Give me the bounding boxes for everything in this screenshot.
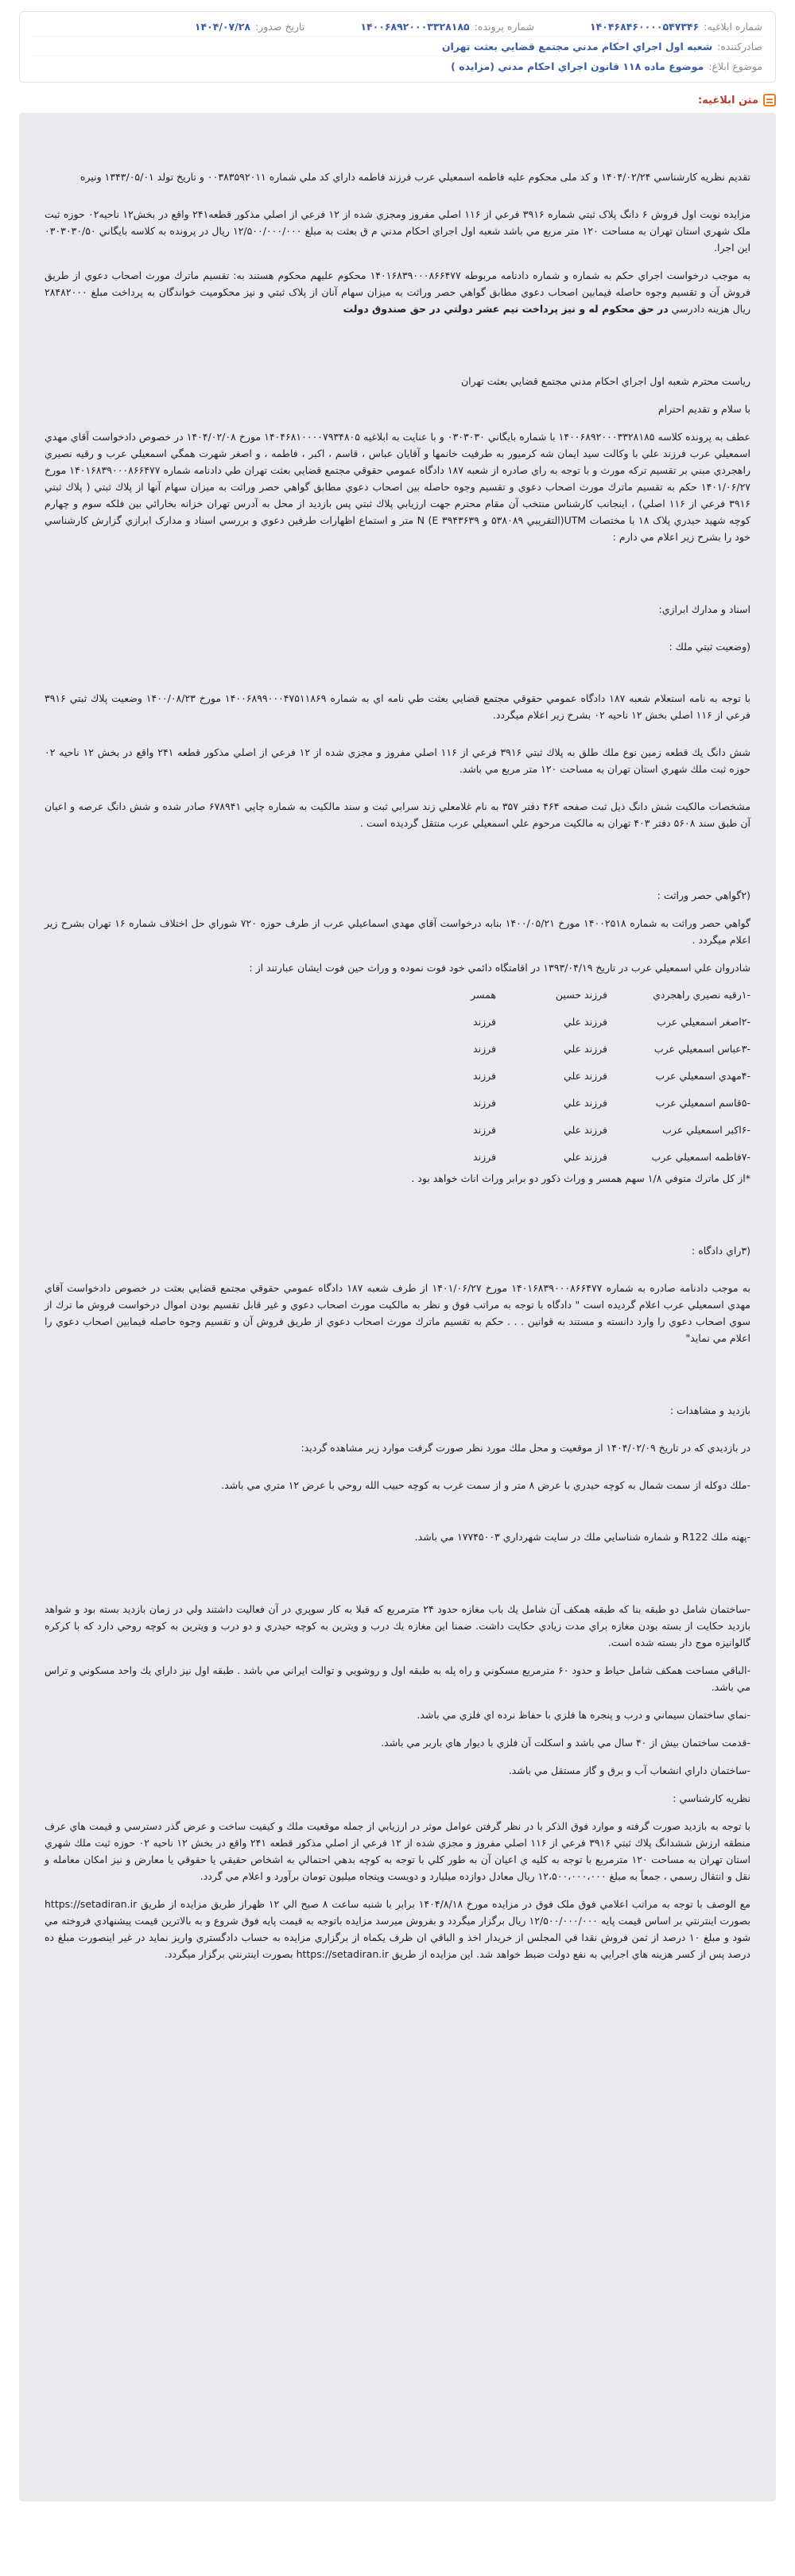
section-documents: اسناد و مدارك ابرازي: xyxy=(658,603,750,615)
body-paragraph-13: گواهي حصر وراثت به شماره ۱۴۰۰۲۵۱۸ مورخ ۱۴۰۰/۰۵/۲۱ بنابه درخواست آقاي مهدي اسماعيلي عرب از طرف حوزه ۷۲۰ شوراي حل اختلاف شماره ۱۶ تهران بشرح زير اعلام ميگردد . xyxy=(45,917,750,946)
body-paragraph-22: -ساختمان شامل دو طبقه بنا كه طبقه همكف آن شامل يك باب مغازه حدود ۲۴ مترمربع كه قبلا به كار سوپري در آن فعاليت داشتند ولي در زمان بازديد بسته بود و شواهد بازديد حكايت از بسته بودن مغازه براي مدت زيادي حكايت داشت. ضمنا اين مغازه يك درب و ويترين به كوچه حيدري و دو درب و ويترين به كوچه روحي دارد كه با كركره گالوانيزه موج دار بسته شده است. xyxy=(45,1603,751,1648)
body-paragraph-10: شش دانگ يك قطعه زمين نوع ملك طلق به پلاك ثبتي ۳۹۱۶ فرعي از ۱۱۶ اصلي مفروز و مجزي شده از ۱۲ فرعي از اصلي مذكور قطعه ۲۴۱ واقع در بخش ۱۲ ناحيه ۰۲ حوزه ثبت ملك شهري استان تهران به مساحت ۱۲۰ متر مربع مي باشد. xyxy=(45,746,751,775)
heir-row xyxy=(45,981,750,1008)
body-paragraph-19: در بازديدي كه در تاريخ ۱۴۰۴/۰۲/۰۹ از موقعيت و محل ملك مورد نظر صورت گرفت موارد زير مشاهده گرديد: xyxy=(301,1442,750,1454)
subject: موضوع ماده ۱۱۸ قانون اجراي احکام مدني (مزايده ) xyxy=(451,60,704,72)
body-paragraph-6: عطف به پرونده کلاسه ۱۴۰۰۶۸۹۲۰۰۰۳۳۲۸۱۸۵ با شماره بايگاني ۰۳۰۳۰۳۰ و با عنايت به ابلاغيه ۱۴۰۴۶۸۱۰۰۰۰۷۹۳۴۸۰۵ مورخ ۱۴۰۴/۰۲/۰۸ در خصوص دادخواست آقاي مهدي اسمعيلي عرب فرزند علي با وکالت سيد ايمان شه کرميور به طرفيت خانمها و آقايان عباس ، قاسم ، اکبر ، فاطمه ، و اصغر شهرت همگي اسمعيلي عرب و رقيه نصيري راهجردي مبني بر تقسيم ترکه مورث و با توجه به راي صادره از شعبه ۱۸۷ دادگاه عمومي حقوقي مجتمع قضايي بعثت تهران طي دادنامه شماره ۱۴۰۱۶۸۳۹۰۰۰۸۶۶۴۷۷ مورخ ۱۴۰۱/۰۶/۲۷ حکم به تقسيم ماترك مورث اصحاب دعوي و تقسيم وجوه حاصله بين اصحاب دعوي مطابق گواهي حصر وراثت به ميزان سهام آنها از پلاك ثبتي ( پلاك ثبتي ۳۹۱۶ فرعي از ۱۱۶ اصلي) ، اينجانب کارشناس منتخب آن مقام محترم جهت ارزيابي پلاك ثبتي پس بازديد از محل به آدرس تهران خزانه بخارائي بين فلکه سوم و چهارم کوچه شهيد حيدري پلاک ۱۸ با مختصات UTM(التقريبي ۵۳۸۰۸۹ و E ۳۹۴۳۶۳۹) N متر و استماع اظهارات طرفين دعوي و بررسي اسناد و مدارک ابرازي گزارش کارشناسي خود را بشرح زير اعلام مي دارم : xyxy=(45,431,751,543)
notice-number: ۱۴۰۴۶۸۴۶۰۰۰۰۵۴۷۳۴۶ xyxy=(589,20,700,33)
section-inspection: بازديد و مشاهدات : xyxy=(669,1404,750,1416)
issuer: شعبه اول اجراي احکام مدني مجتمع قضايي بعثت تهران xyxy=(441,40,713,52)
heir-father: فرزند علي xyxy=(564,1150,607,1163)
body-paragraph-17: به موجب دادنامه صادره به شماره ۱۴۰۱۶۸۳۹۰۰۰۸۶۶۴۷۷ مورخ ۱۴۰۱/۰۶/۲۷ از طرف شعبه ۱۸۷ دادگاه عمومي حقوقي مجتمع قضايي بعثت در خصوص دادخواست آقاي مهدي اسمعيلي عرب اعلام گرديده است " دادگاه با توجه به مراتب فوق و نظر به مالكيت مورث اصحاب دعوي و غير قابل تقسيم بودن اموال درخواست فروش ما ترك از سوي اصحاب دعوي را وارد دانسته و مستند به قوانين . . . حكم به تقسيم ماترك مورث اصحاب دعوي از طريق فروش آن و تقسيم وجوه حاصله فيمابين اصحاب دعوي را اعلام مي نمايد" xyxy=(45,1282,750,1344)
issue-date-label: تاريخ صدور: xyxy=(255,20,305,33)
heir-father: فرزند حسين xyxy=(555,988,607,1001)
heir-father: فرزند علي xyxy=(564,1042,607,1055)
heir-name: -۱رقيه نصيري راهجردي xyxy=(653,988,750,1001)
section-court-ruling: (۳راي دادگاه : xyxy=(692,1245,750,1257)
heir-name: -۵قاسم اسمعيلي عرب xyxy=(655,1096,750,1109)
heir-relation: فرزند xyxy=(473,1015,496,1028)
case-number: ۱۴۰۰۶۸۹۲۰۰۰۳۳۲۸۱۸۵ xyxy=(360,20,470,33)
notice-header xyxy=(19,11,776,83)
document-icon xyxy=(763,94,776,107)
heir-relation: فرزند xyxy=(473,1123,496,1136)
header-row-subject xyxy=(33,56,762,76)
section-inheritance-certificate: (۲گواهي حصر وراثت : xyxy=(657,889,750,901)
body-paragraph-20: -ملك دوكله از سمت شمال به كوچه حيدري با عرض ۸ متر و از سمت غرب به كوچه حبيب الله روحي با عرض ۱۲ متري مي باشد. xyxy=(221,1479,750,1491)
body-paragraph-2: مزايده نوبت اول فروش ۶ دانگ پلاک ثبتي شماره ۳۹۱۶ فرعي از ۱۱۶ اصلي مفروز ومجزي شده از ۱۲ فرعي از اصلي مذکور قطعه۲۴۱ واقع در بخش۱۲ ناحيه۰۲ حوزه ثبت ملک شهري استان تهران به مساحت ۱۲۰ متر مربع مي باشد شعبه اول اجراي احکام مدني م ق بعثت به مبلغ ۱۲/۵۰۰/۰۰۰/۰۰۰ ريال در پرونده به کلاسه بايگاني ۰۳۰۳۰۳۰/۵۰ اين اجرا. xyxy=(45,208,751,254)
inheritance-note: *از كل ماترك متوفي ۱/۸ سهم همسر و وراث ذكور دو برابر وراث اناث خواهد بود . xyxy=(411,1172,750,1184)
body-paragraph-28: با توجه به بازديد صورت گرفته و موارد فوق الذكر با در نظر گرفتن عوامل موثر در ارزيابي از جمله موقعيت ملك و كيفيت ساخت و عرض گذر دسترسي و قيمت هاي عرف منطقه ارزش ششدانگ پلاك ثبتي ۳۹۱۶ فرعي از ۱۱۶ اصلي مفروز و مجزي شده از ۱۲ فرعي از اصلي مذكور قطعه ۲۴۱ واقع در بخش ۱۲ ناحيه ۰۲ حوزه ثبت ملك شهري استان تهران به مساحت ۱۲۰ مترمربع با توجه به كليه ي اعيان آن به طور كلي با توجه به كوچه بدهي احتمالي به اشخاص حقيقي يا حقوقي يا معارض و نيز امكان معامله و نقل و انتقال رسمي ، جمعاً به مبلغ ۱۲،۵۰۰،۰۰۰،۰۰۰ ريال معادل دوازده ميليارد و دويست وپنجاه ميليون تومان برآورد و اعلام مي گردد. xyxy=(45,1820,751,1882)
case-number-label: شماره پرونده: xyxy=(474,20,534,33)
addressee: رياست محترم شعبه اول اجراي احکام مدني مجتمع قضايي بعثت تهران xyxy=(461,375,750,387)
body-paragraph-3-text: به موجب درخواست اجراي حکم به شماره و شماره دادنامه مربوطه ۱۴۰۱۶۸۳۹۰۰۰۸۶۶۴۷۷ محکوم عليهم محکوم هستند به: تقسيم ماترك مورث اصحاب دعوي از طريق فروش آن و تقسيم وجوه حاصله فيمابين اصحاب دعوي مطابق گواهي حصر وراثت به ميزان سهام آنان از پلاک ثبتي و نيز محكوميت خواندگان به پرداخت مبلغ ۲۸۴۸۲۰۰۰ ريال هزينه دادرسي xyxy=(45,269,751,315)
body-paragraph-24: -نماي ساختمان سيماني و درب و پنجره ها فلزي با حفاظ نرده اي فلزي مي باشد. xyxy=(417,1709,750,1721)
heir-relation: همسر xyxy=(471,988,496,1001)
notice-body xyxy=(19,113,776,2501)
heir-row xyxy=(45,1089,750,1116)
heir-relation: فرزند xyxy=(473,1150,496,1163)
subject-label: موضوع ابلاغ: xyxy=(708,60,762,72)
body-paragraph-3-bold: در حق محکوم له و نيز پرداخت نيم عشر دولتي در حق صندوق دولت xyxy=(343,303,669,315)
issue-date-group xyxy=(195,21,304,33)
body-paragraph-14: شادروان علي اسمعيلي عرب در تاريخ ۱۳۹۳/۰۴/۱۹ در اقامتگاه دائمي خود فوت نموده و وراث حين فوت ايشان عبارتند از : xyxy=(249,962,750,974)
issuer-label: صادرکننده: xyxy=(717,40,762,52)
section-expert-opinion: نظريه كارشناسي : xyxy=(673,1792,750,1804)
body-paragraph-25: -قدمت ساختمان بيش از ۴۰ سال مي باشد و اسكلت آن فلزي با ديوار هاي باربر مي باشد. xyxy=(381,1737,750,1749)
heir-relation: فرزند xyxy=(473,1042,496,1055)
heir-row xyxy=(45,1008,750,1035)
body-paragraph-9: با توجه به نامه استعلام شعبه ۱۸۷ دادگاه عمومي حقوقي مجتمع قضايي بعثت طي نامه اي به شماره ۱۴۰۰۶۸۹۹۰۰۰۴۷۵۱۱۸۶۹ مورخ ۱۴۰۰/۰۸/۲۳ وضعيت پلاك ثبتي ۳۹۱۶ فرعي از ۱۱۶ اصلي بخش ۱۲ ناحيه ۰۲ بشرح زير اعلام ميگردد. xyxy=(45,692,750,721)
case-number-group xyxy=(360,21,534,33)
heir-name: -۷فاطمه اسمعيلي عرب xyxy=(651,1150,750,1163)
body-paragraph-29: مع الوصف با توجه به مراتب اعلامي فوق ملک فوق در مزايده مورخ ۱۴۰۴/۸/۱۸ برابر با شنبه ساعت ۸ صبح الي ۱۲ ظهراز طريق مزايده از طريق https://setadiran.ir بصورت اينترنتي بر اساس قيمت پايه ۱۲/۵۰۰/۰۰۰/۰۰۰ ريال برگزار ميگردد و بفروش ميرسد مزايده باتوجه به قيمت پايه فوق شروع و به بالاترين قيمت پيشنهادي فروخته مي شود و مبلغ ۱۰ درصد از ثمن فروش نقدا في المجلس از خريدار اخذ و الباقي ان ظرف يكماه از برگزاري مزايده به حساب دادگستري واريز نمايد در غير اينصورت مبلغ ده درصد پس از كسر هزينه هاي اجرايي به نفع دولت ضبط خواهد شد. اين مزايده از طريق https://setadiran.ir بصورت اينترنتي برگزار ميگردد. xyxy=(45,1898,750,1960)
greeting: با سلام و تقديم احترام xyxy=(657,403,750,415)
body-paragraph-1: تقديم نظريه كارشناسي ۱۴۰۴/۰۲/۲۴ و کد ملی محکوم علیه فاطمه اسمعيلي عرب فرزند فاطمه داراي کد ملي شماره ۰۰۳۸۳۵۹۲۰۱۱ و تاريخ تولد ۱۳۴۳/۰۵/۰۱ ونيره xyxy=(80,171,750,183)
issue-date: ۱۴۰۴/۰۷/۲۸ xyxy=(194,20,251,33)
heir-row xyxy=(45,1143,750,1170)
heir-row xyxy=(45,1116,750,1143)
heir-name: -۴مهدي اسمعيلي عرب xyxy=(655,1069,750,1082)
notice-text-title: متن ابلاغيه: xyxy=(697,94,758,107)
body-paragraph-23: -الباقي مساحت همكف شامل حياط و حدود ۶۰ مترمربع مسكوني و راه پله به طبقه اول و روشويي و توالت ايراني مي باشد . طبقه اول نيز داراي يك واحد مسكوني و تراس مي باشد. xyxy=(45,1664,750,1693)
body-paragraph-3 xyxy=(45,267,750,317)
heirs-list xyxy=(45,981,750,1170)
body-paragraph-21: -پهنه ملك R122 و شماره شناسايي ملك در سايت شهرداري ۱۷۷۴۵۰۰۳ مي باشد. xyxy=(414,1531,750,1543)
heir-father: فرزند علي xyxy=(564,1069,607,1082)
notice-number-group xyxy=(590,21,762,33)
heir-name: -۶اکبر اسمعيلي عرب xyxy=(662,1123,750,1136)
heir-father: فرزند علي xyxy=(564,1123,607,1136)
heir-name: -۲اصغر اسمعيلي عرب xyxy=(657,1015,750,1028)
notice-text-heading xyxy=(19,94,776,107)
header-row-issuer xyxy=(33,36,762,56)
heir-relation: فرزند xyxy=(473,1069,496,1082)
heir-row xyxy=(45,1035,750,1062)
body-paragraph-11: مشخصات مالکيت شش دانگ ذيل ثبت صفحه ۴۶۴ دفتر ۳۵۷ به نام غلامعلي زند سرابي ثبت و سند مالكيت به شماره چاپي ۶۷۸۹۴۱ صادر شده و شش دانگ عرصه و اعيان آن طبق سند ۵۶۰۸ دفتر ۴۰۳ تهران به مالکيت مرحوم علي اسمعيلي عرب منتقل گرديده است . xyxy=(45,800,750,829)
section-registration-status: (وضعيت ثبتي ملك : xyxy=(669,641,750,653)
heir-father: فرزند علي xyxy=(564,1096,607,1109)
notice-number-label: شماره ابلاغيه: xyxy=(704,20,762,33)
body-paragraph-26: -ساختمان داراي انشعاب آب و برق و گاز مستقل مي باشد. xyxy=(508,1764,750,1776)
heir-row xyxy=(45,1062,750,1089)
heir-father: فرزند علي xyxy=(564,1015,607,1028)
heir-relation: فرزند xyxy=(473,1096,496,1109)
heir-name: -۳عباس اسمعيلي عرب xyxy=(653,1042,750,1055)
header-row-numbers xyxy=(33,17,762,36)
